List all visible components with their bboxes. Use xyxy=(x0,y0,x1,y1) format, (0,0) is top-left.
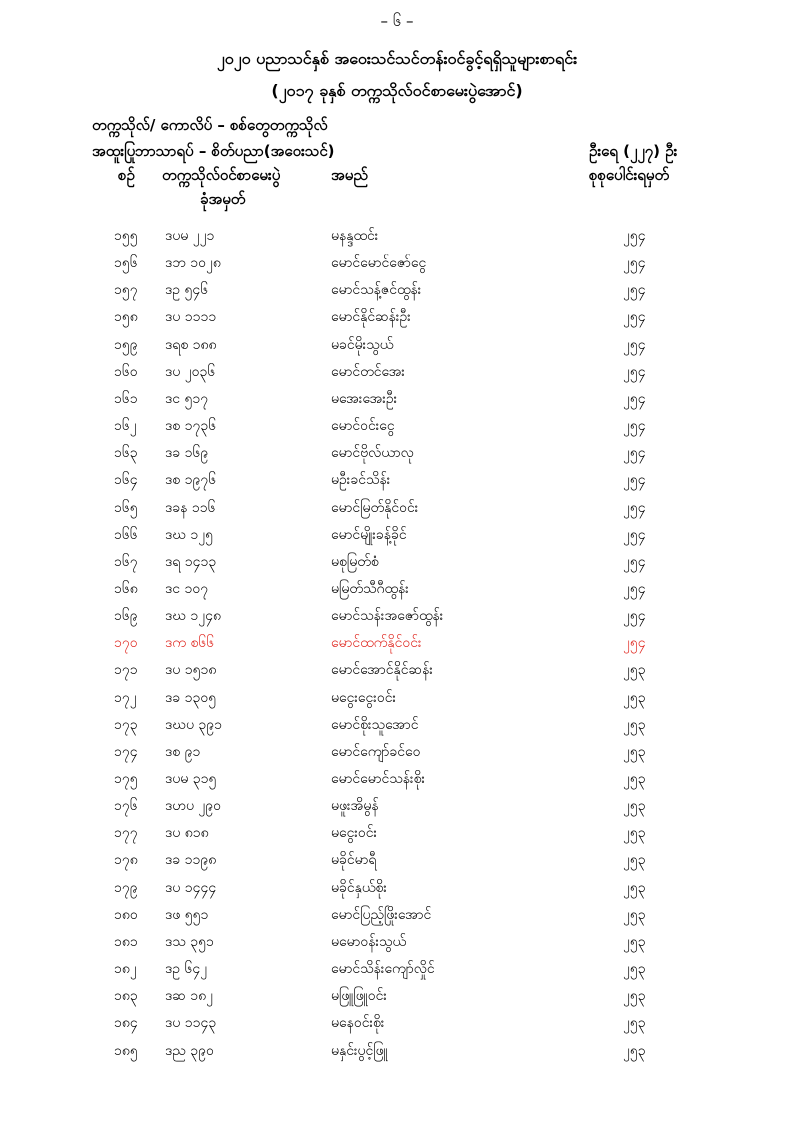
table-row xyxy=(0,633,794,659)
table-row xyxy=(0,470,794,496)
student-name: မောင်သိန်းကျော်လှိုင် xyxy=(331,961,435,978)
table-row xyxy=(0,1013,794,1039)
row-number: ၁၈၄ xyxy=(114,1015,138,1032)
row-number: ၁၆၉ xyxy=(114,608,138,625)
student-name: မောင်ကျော်ခင်ဝေ xyxy=(331,743,421,760)
roll-number: ဒခန ၁၁၆ xyxy=(165,499,216,516)
student-name: မောင်ထက်နိုင်ဝင်း xyxy=(331,635,422,652)
row-number: ၁၈၂ xyxy=(114,961,137,978)
row-number: ၁၇၉ xyxy=(114,879,138,896)
table-row xyxy=(0,443,794,469)
student-name: မခိုင်နှယ်စိုး xyxy=(331,879,387,896)
row-number: ၁၇၆ xyxy=(114,798,138,815)
header-name: အမည် xyxy=(331,166,368,184)
total-marks: ၂၅၃ xyxy=(623,798,646,815)
roll-number: ဒည ၃၉၀ xyxy=(165,1042,214,1059)
roll-number: ဒပ ၂၀၃၆ xyxy=(165,363,216,380)
table-row xyxy=(0,335,794,361)
roll-number: ဒဥ ၆၄၂ xyxy=(165,961,208,978)
row-number: ၁၈၁ xyxy=(114,933,138,950)
table-row xyxy=(0,525,794,551)
roll-number: ဒဃ ၁၂၄၈ xyxy=(165,608,222,625)
roll-number: ဒပ ၁၅၁၈ xyxy=(165,662,217,679)
total-marks: ၂၅၄ xyxy=(623,608,646,625)
document-title: ၂၀၂၀ ပညာသင်နှစ် အဝေးသင်သင်တန်းဝင်ခွင့်ရရှိသူများစာရင်း xyxy=(216,49,578,68)
student-name: မောင်ဝင်းငွေ xyxy=(331,418,395,435)
major-subject-line: အထူးပြုဘာသာရပ် – စိတ်ပညာ(အဝေးသင်) xyxy=(92,142,335,160)
header-roll-number: တက္ကသိုလ်ဝင်စာမေးပွဲ xyxy=(162,166,281,184)
table-row xyxy=(0,932,794,958)
total-marks: ၂၅၃ xyxy=(623,689,646,706)
roll-number: ဒဖ ၅၅၁ xyxy=(165,906,209,923)
table-row xyxy=(0,416,794,442)
total-marks: ၂၅၄ xyxy=(623,635,646,652)
total-marks: ၂၅၄ xyxy=(623,282,646,299)
row-number: ၁၆၃ xyxy=(114,445,138,462)
total-marks: ၂၅၃ xyxy=(623,662,646,679)
student-name: မမောဝန်းသွယ် xyxy=(331,933,407,950)
table-row xyxy=(0,715,794,741)
row-number: ၁၇၅ xyxy=(114,771,138,787)
total-marks: ၂၅၃ xyxy=(623,743,646,760)
row-number: ၁၆၇ xyxy=(114,553,138,570)
total-marks: ၂၅၃ xyxy=(623,988,646,1005)
table-row xyxy=(0,498,794,524)
row-number: ၁၅၇ xyxy=(114,282,138,299)
university-line: တက္ကသိုလ်/ ကောလိပ် – စစ်တွေတက္ကသိုလ် xyxy=(92,116,328,134)
roll-number: ဒခ ၁၆၉ xyxy=(165,445,209,462)
table-row xyxy=(0,552,794,578)
total-marks: ၂၅၄ xyxy=(623,526,646,543)
roll-number: ဒဃ ၁၂၅ xyxy=(165,526,214,543)
roll-number: ဒပ ၁၁၁၁ xyxy=(165,309,217,326)
student-name: မောင်မျိုးခန့်ခိုင် xyxy=(331,526,407,543)
table-row xyxy=(0,579,794,605)
roll-number: ဒဃပ ၃၉၁ xyxy=(165,716,223,733)
row-number: ၁၆၄ xyxy=(114,472,138,489)
table-row xyxy=(0,905,794,931)
total-count: ဦးရေ (၂၂၇) ဦး xyxy=(589,142,678,160)
row-number: ၁၇၁ xyxy=(114,662,138,679)
total-marks: ၂၅၄ xyxy=(623,418,646,435)
student-name: မောင်အောင်နိုင်ဆန်း xyxy=(331,662,433,679)
table-row xyxy=(0,606,794,632)
student-name: မောင်သန့်ဇင်ထွန်း xyxy=(331,282,422,299)
student-name: မအေးအေးဦး xyxy=(331,390,398,407)
total-marks: ၂၅၃ xyxy=(623,771,646,787)
total-marks: ၂၅၄ xyxy=(623,363,646,380)
roll-number: ဒပ ၁၄၄၄ xyxy=(165,879,217,896)
student-name: မဦးခင်သိန်း xyxy=(331,472,391,489)
roll-number: ဒပ ၈၁၈ xyxy=(165,825,209,842)
table-row xyxy=(0,823,794,849)
student-name: မစုမြတ်စံ xyxy=(331,553,379,570)
row-number: ၁၇၄ xyxy=(114,743,138,760)
total-marks: ၂၅၃ xyxy=(623,825,646,842)
roll-number: ဒစ ၁၇၃၆ xyxy=(165,418,217,435)
roll-number: ဒက စ၆၆ xyxy=(165,635,215,652)
student-name: မမြတ်သီဂီထွန်း xyxy=(331,580,409,597)
student-name: မငွေးငွေးဝင်း xyxy=(331,689,397,706)
row-number: ၁၆၆ xyxy=(114,526,138,543)
student-name: မောင်တင်အေး xyxy=(331,363,405,380)
student-name: မဖြူဖြူဝင်း xyxy=(331,988,387,1005)
table-row xyxy=(0,796,794,822)
row-number: ၁၅၈ xyxy=(114,309,138,326)
row-number: ၁၆၁ xyxy=(114,390,138,407)
student-name: မောင်ပြည့်ဖြိုးအောင် xyxy=(331,906,432,923)
roll-number: ဒရ ၁၄၁၃ xyxy=(165,553,217,570)
table-row xyxy=(0,660,794,686)
student-name: မနေဝင်းစိုး xyxy=(331,1015,385,1032)
header-no: စဉ် xyxy=(118,166,135,184)
table-row xyxy=(0,307,794,333)
total-marks: ၂၅၃ xyxy=(623,1042,646,1059)
student-name: မောင်သန်းအဇော်ထွန်း xyxy=(331,608,444,625)
table-row xyxy=(0,769,794,795)
total-marks: ၂၅၄ xyxy=(623,228,646,244)
row-number: ၁၇၃ xyxy=(114,716,138,733)
table-row xyxy=(0,1041,794,1067)
row-number: ၁၈၅ xyxy=(114,1042,138,1059)
roll-number: ဒရစ ၁၈၈ xyxy=(165,336,217,353)
row-number: ၁၆၅ xyxy=(114,499,138,516)
header-total-marks: စုစုပေါင်းရမှတ် xyxy=(589,166,670,184)
roll-number: ဒခ ၁၃၀၅ xyxy=(165,689,217,706)
row-number: ၁၆၀ xyxy=(114,363,138,380)
table-row xyxy=(0,742,794,768)
table-row xyxy=(0,959,794,985)
roll-number: ဒသ ၃၅၁ xyxy=(165,933,214,950)
total-marks: ၂၅၄ xyxy=(623,580,646,597)
student-name: မခင်မိုးသွယ် xyxy=(331,336,394,353)
student-name: မောင်ဗိုလ်ယာလု xyxy=(331,445,414,462)
total-marks: ၂၅၃ xyxy=(623,933,646,950)
row-number: ၁၅၉ xyxy=(114,336,138,353)
table-row xyxy=(0,280,794,306)
total-marks: ၂၅၄ xyxy=(623,390,646,407)
row-number: ၁၇၀ xyxy=(114,635,138,652)
total-marks: ၂၅၃ xyxy=(623,906,646,923)
row-number: ၁၅၆ xyxy=(114,255,138,272)
total-marks: ၂၅၄ xyxy=(623,255,646,272)
student-name: မောင်မောင်သန်းစိုး xyxy=(331,771,426,787)
total-marks: ၂၅၄ xyxy=(623,472,646,489)
student-name: မောင်မြတ်နိုင်ဝင်း xyxy=(331,499,419,516)
table-row xyxy=(0,878,794,904)
student-name: မောင်စိုးသူအောင် xyxy=(331,716,419,733)
total-marks: ၂၅၄ xyxy=(623,445,646,462)
total-marks: ၂၅၃ xyxy=(623,879,646,896)
row-number: ၁၇၈ xyxy=(114,852,138,869)
row-number: ၁၈၃ xyxy=(114,988,138,1005)
student-name: မနှင်းပွင့်ဖြူ xyxy=(331,1042,388,1059)
roll-number: ဒစ ၉၁ xyxy=(165,743,201,760)
total-marks: ၂၅၄ xyxy=(623,336,646,353)
document-subtitle: (၂၀၁၇ ခုနှစ် တက္ကသိုလ်ဝင်စာမေးပွဲအောင်) xyxy=(271,81,523,100)
row-number: ၁၇၇ xyxy=(114,825,138,842)
table-row xyxy=(0,986,794,1012)
total-marks: ၂၅၃ xyxy=(623,716,646,733)
roll-number: ဒဟပ ၂၉၀ xyxy=(165,798,222,815)
student-name: မငွေးဝင်း xyxy=(331,825,378,842)
student-name: မခိုင်မာရီ xyxy=(331,852,377,869)
total-marks: ၂၅၄ xyxy=(623,309,646,326)
total-marks: ၂၅၃ xyxy=(623,852,646,869)
row-number: ၁၆၂ xyxy=(114,418,137,435)
student-name: မောင်မောင်ဇော်ငွေ xyxy=(331,255,427,272)
row-number: ၁၆၈ xyxy=(114,580,138,597)
roll-number: ဒဘ ၁၀၂၈ xyxy=(165,255,221,272)
roll-number: ဒပမ ၃၁၅ xyxy=(165,771,217,787)
total-marks: ၂၅၃ xyxy=(623,1015,646,1032)
roll-number: ဒဥ ၅၄၆ xyxy=(165,282,209,299)
page-number: – ၆ – xyxy=(380,12,414,30)
roll-number: ဒပ ၁၁၄၃ xyxy=(165,1015,217,1032)
row-number: ၁၈၀ xyxy=(114,906,138,923)
total-marks: ၂၅၄ xyxy=(623,499,646,516)
row-number: ၁၅၅ xyxy=(114,228,138,244)
table-row xyxy=(0,226,794,252)
total-marks: ၂၅၄ xyxy=(623,553,646,570)
table-row xyxy=(0,253,794,279)
roll-number: ဒခ ၁၁၉၈ xyxy=(165,852,217,869)
student-name: မဖူးအိမွန် xyxy=(331,798,379,815)
total-marks: ၂၅၃ xyxy=(623,961,646,978)
student-name: မောင်နိုင်ဆန်းဦး xyxy=(331,309,411,326)
table-row xyxy=(0,688,794,714)
table-row xyxy=(0,389,794,415)
roll-number: ဒင ၁၀၇ xyxy=(165,580,209,597)
student-name: မနန္ဒထင်း xyxy=(331,228,379,244)
roll-number: ဒဆ ၁၈၂ xyxy=(165,988,214,1005)
row-number: ၁၇၂ xyxy=(114,689,137,706)
header-roll-number-line2: ခုံအမှတ် xyxy=(200,190,246,208)
roll-number: ဒင ၅၁၇ xyxy=(165,390,209,407)
table-row xyxy=(0,362,794,388)
table-row xyxy=(0,850,794,876)
roll-number: ဒပမ ၂၂၁ xyxy=(165,228,215,244)
roll-number: ဒစ ၁၉၇၆ xyxy=(165,472,217,489)
